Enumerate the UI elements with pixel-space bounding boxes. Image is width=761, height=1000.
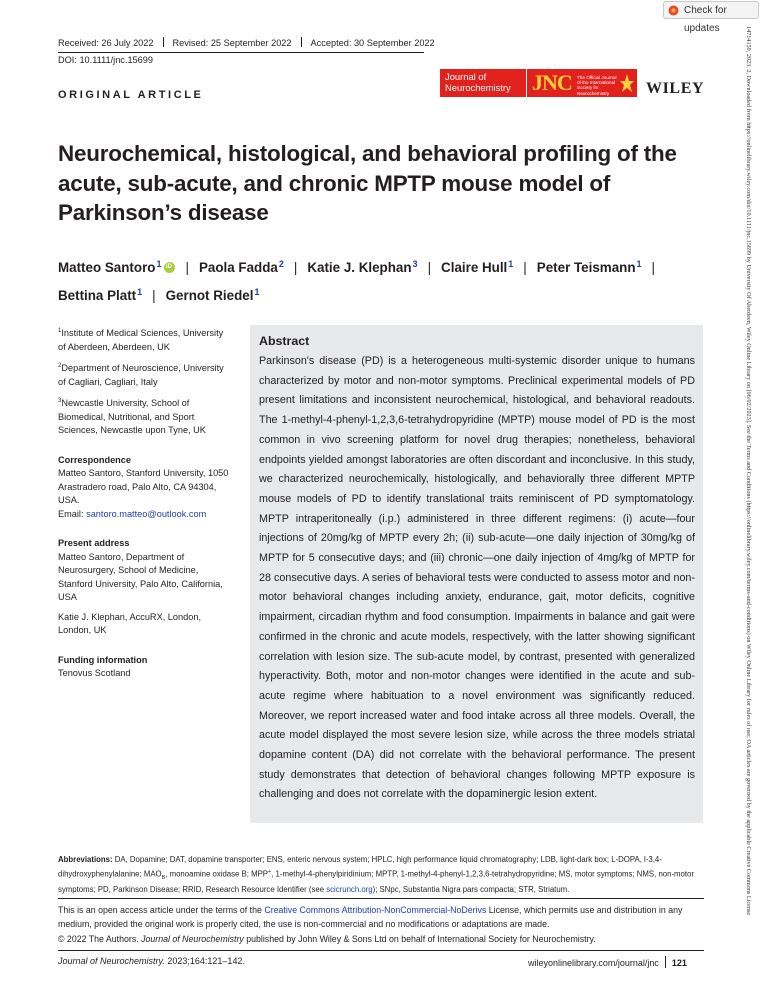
divider [301,37,302,47]
received-date: Received: 26 July 2022 [58,38,154,48]
jnc-logo-text: JNC [532,70,572,95]
present-address-heading: Present address [58,538,130,548]
present-address-text: Katie J. Klephan, AccuRX, London, London, UK [58,611,202,635]
jnc-star-icon [619,73,635,93]
abstract-text: Parkinson's disease (PD) is a heterogeneous multi-systemic disorder unique to humans characterized by motor and non-motor symptoms. Preclinical experimental models of PD present limitations and inconsistent neurochemical, histological, and behavioral readouts. The 1-methyl-4-phenyl-1,2,3,6-tetrahydropyridine (MPTP) mouse model of PD is the most common in vivo screening platform for novel drug therapies; nonetheless, behavioral endpoints yielded amongst laboratories are often discordant and inconclusive. In this study, we characterized neurochemically, histologically, and behaviorally three different MPTP mouse models of PD to identify translational traits reminiscent of PD symptomatology. MPTP intraperitoneally (i.p.) administered in three different regimens: (i) acute—four injections of 20mg/kg of MPTP every 2h; (ii) sub-acute—one daily injection of 30mg/kg of MPTP for 5 consecutive days; and (iii) chronic—one daily injection of 4mg/kg of MPTP for 28 consecutive days. A series of behavioral tests were conducted to assess motor and non-motor behavioral changes including anxiety, endurance, gait, motor deficits, cognitive impairment, circadian rhythm and food consumption. Impairments in balance and gait were confirmed in the chronic and acute models, respectively, with the latter showing significant correlation with lesion size. The sub-acute model, by contrast, presented with generalized hyperactivity. Both, motor and non-motor changes were identified in the acute and sub-acute regime where habituation to a novel environment was significantly reduced. Moreover, we report increased water and food intake across all three models. Overall, the acute model displayed the most severe lesion size, while across the three models striatal dopamine content (DA) did not correlate with the behavioral performance. The present study demonstrates that detection of behavioral changes following MPTP exposure is challenging and does not correlate with the dopaminergic lesion extent. [259,355,695,801]
author-name[interactable]: Peter Teismann [536,260,636,275]
jnc-logo-tagline: The Official Journal of the International Society for Neurochemistry [577,75,617,96]
divider [163,37,164,47]
update-icon [668,5,679,16]
journal-logo-line2: Neurochemistry [445,81,511,93]
abbreviations-label: Abbreviations: [58,855,113,864]
affiliation: $^1$Institute of Medical Sciences, University of Aberdeen, Aberdeen, UK [58,328,224,352]
article-title: Neurochemical, histological, and behavioral profiling of the acute, sub-acute, and chronic MPTP mouse model of Parkinson’s disease [58,141,677,225]
author-affiliation[interactable]: 1 [137,287,143,297]
wiley-logo[interactable]: WILEY [646,80,705,97]
abstract-heading: Abstract [259,334,310,348]
correspondence-text: Matteo Santoro, Stanford University, 1050 Arastradero road, Palo Alto, CA 94304, USA. [58,468,229,505]
author-name[interactable]: Paola Fadda [198,260,278,275]
journal-logo[interactable] [440,69,526,97]
download-sidebar [742,26,752,986]
correspondence-heading: Correspondence [58,454,132,465]
funding-heading: Funding information [58,654,148,665]
divider [58,950,704,951]
affiliation: $^3$Newcastle University, School of Biomedical, Nutritional, and Sport Sciences, Newcastle upon Tyne, UK [58,398,206,435]
author-affiliation[interactable]: 1 [156,259,162,269]
author-list: Matteo Santoro$^1$iD | Paola Fadda$^2$ | Katie J. Klephan$^3$ | Claire Hull$^1$ | Peter Teismann$^1$ | Bettina Platt$^1$ | Gernot Riedel$^1$ [58,252,718,308]
revised-date: Revised: 25 September 2022 [172,38,292,48]
article-info-column [58,325,233,687]
article-dates [58,37,448,48]
author-affiliation[interactable]: 1 [636,259,642,269]
check-for-updates-button[interactable] [663,1,759,34]
present-address-text: Matteo Santoro, Department of Neurosurgery, School of Medicine, Stanford University, Palo Alto, California, USA [58,551,223,602]
author-name[interactable]: Claire Hull [441,260,508,275]
correspondence-email: Email: santoro.matteo@outlook.com [58,508,207,519]
accepted-date: Accepted: 30 September 2022 [310,38,435,48]
author-affiliation[interactable]: 3 [412,259,418,269]
orcid-icon[interactable] [164,262,175,273]
journal-logo-line1: Journal of [445,71,487,82]
footer-right [528,956,687,968]
doi[interactable]: DOI: 10.1111/jnc.15699 [58,55,153,65]
author-name[interactable]: Katie J. Klephan [307,260,412,275]
page-number: 121 [671,958,687,968]
abbreviations: Abbreviations: DA, Dopamine; DAT, dopamine transporter; ENS, enteric nervous system; HPLC, high performance liquid chromatography; LDB, light-dark box; L-DOPA, l-3,4-dihydroxyphenylalanine; $MAO_B$, monoamine oxidase B; MPP+, 1-methyl-4-phenylpiridinium; MPTP, 1-methyl-4-phenyl-1,2,3,6-tetrahydropyridine; MS, motor symptoms; NMS, non-motor symptoms; PD, Parkinson Disease; RRID, Research Resource Identifier (see scicrunch.org); SNpc, Substantia Nigra pars compacta; STR, Striatum. [58,855,694,895]
download-notice: 14714159, 2023, 2, Downloaded from https://onlinelibrary.wiley.com/doi/10.1111/jnc.15699 by University Of Aberdeen, Wiley Online Library on [06/02/2023]. See the Terms and Conditions (https://onlinelibrary.wiley.com/terms-and-conditions) on Wiley Online Library for rules of use; OA articles are governed by the applicable Creative Commons License [745,26,752,916]
footer-citation: Journal of Neurochemistry. 2023;164:121–142. [58,956,245,966]
header-rule [58,52,424,53]
article-type: ORIGINAL ARTICLE [58,89,204,101]
author-affiliation[interactable]: 1 [508,259,514,269]
jnc-logo[interactable] [527,69,637,97]
author-affiliation[interactable]: 1 [254,287,260,297]
license-link[interactable]: Creative Commons Attribution-NonCommercial-NoDerivs [264,905,487,915]
check-for-updates-label: Check for updates [684,5,727,34]
author-affiliation[interactable]: 2 [278,259,284,269]
divider [58,898,704,899]
author-name[interactable]: Matteo Santoro [58,260,156,275]
journal-url[interactable]: wileyonlinelibrary.com/journal/jnc [528,958,659,968]
author-name[interactable]: Bettina Platt [58,288,137,303]
scicrunch-link[interactable]: scicrunch.org [326,885,373,895]
funding-text: Tenovus Scotland [58,668,131,678]
author-name[interactable]: Gernot Riedel [165,288,254,303]
affiliation: $^2$Department of Neuroscience, University of Cagliari, Cagliari, Italy [58,363,224,387]
license-statement: This is an open access article under the terms of the Creative Commons Attribution-NonCommercial-NoDerivs License, which permits use and distribution in any medium, provided the original work is properly cited, the use is non-commercial and no modifications or adaptations are made. © 2022 The Authors. Journal of Neurochemistry published by John Wiley & Sons Ltd on behalf of International Society for Neurochemistry. [58,905,683,944]
email-link[interactable]: santoro.matteo@outlook.com [86,508,207,519]
journal-name: Journal of Neurochemistry [141,933,244,944]
